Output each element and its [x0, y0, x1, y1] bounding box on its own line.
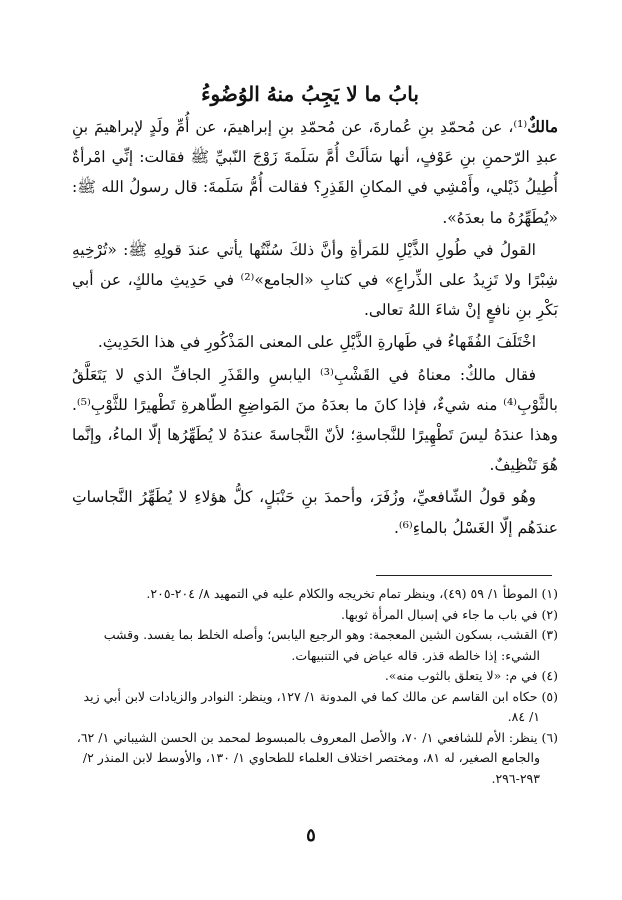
paragraph-text: وهُو قولُ الشّافعيِّ، وزُفَرَ، وأحمدَ بنِ حَنْبَلٍ، كلُّ هؤلاءِ لا يُطَهِّرُ النَّجاساتِ عندَهُم إلّا الغَسْلُ بالماءِ⁽⁶⁾.: [72, 488, 558, 537]
footnote: (٥) حكاه ابن القاسم عن مالك كما في المدونة ١/ ١٢٧، وينظر: النوادر والزيادات لابن أبي زيد ١/ ٨٤.: [83, 688, 558, 724]
paragraph-text: القولُ في طُولِ الذَّيْلِ للمَرأةِ وأنَّ ذلكَ سُنَّتُها يأتي عندَ قولِهِ ﷺ: «تُرْخِيهِ شِبْرًا ولا تَزِيدُ على الذِّراعِ» في كتابِ «الجامع»⁽²⁾ في حَدِيثِ مالكٍ، عن أبي بَكْرِ بنِ نافعٍ إنْ شاءَ اللهُ تعالى.: [72, 240, 558, 320]
paragraph: [72, 235, 558, 326]
paragraph: [72, 327, 558, 357]
paragraph: [72, 482, 558, 542]
footnote: (٣) القشب، بسكون الشين المعجمة: وهو الرجيع اليابس؛ وأصله الخلط بما يفسد. وقشب الشيء: إذا خالطه قذر. قاله عياض في التنبيهات.: [103, 627, 558, 663]
page-number: ٥: [306, 825, 316, 846]
footnotes: [72, 584, 558, 789]
main-text: [72, 112, 558, 545]
footnote: (٤) في م: «لا يتعلق بالثوب منه».: [384, 668, 558, 683]
footnote-separator: [376, 575, 552, 576]
chapter-title: بابُ ما لا يَجِبُ منهُ الوُضُوءُ: [201, 82, 419, 106]
paragraph: [72, 360, 558, 481]
footnote: (١) الموطأ ١/ ٥٩ (٤٩)، وينظر تمام تخريجه والكلام عليه في التمهيد ٨/ ٢٠٤-٢٠٥.: [146, 586, 558, 601]
footnote: (٦) ينظر: الأم للشافعي ١/ ٧٠، والأصل المعروف بالمبسوط لمحمد بن الحسن الشيباني ١/ ٦٢، والجامع الصغير، له ٨١، ومختصر اختلاف العلماء للطحاوي ١/ ١٣٠، والأوسط لابن المنذر ٢/ ٢٩٣-٢٩٦.: [76, 729, 558, 786]
paragraph-text: ⁽¹⁾، عن مُحمّدِ بنِ عُمارةَ، عن مُحمّدِ بنِ إبراهيمَ، عن أُمِّ ولَدٍ لإبراهيمَ بنِ عبدِ الرّحمنِ بنِ عَوْفٍ، أنها سَألَتْ أُمَّ سَلَمةَ زَوْجَ النّبيِّ ﷺ فقالت: إنِّي امْرأةٌ أُطِيلُ ذَيْلي، وأَمْشِي في المكانِ القَذِرِ؟ فقالت أُمُّ سَلَمةَ: قال رسولُ الله ﷺ: «يُطَهِّرُهُ ما بعدَهُ».: [72, 118, 558, 227]
footnote: (٢) في باب ما جاء في إسبال المرأة ثوبها.: [340, 606, 558, 622]
paragraph-text: فقال مالكٌ: معناهُ في القَشْبِ⁽³⁾ اليابسِ والقَذَرِ الجافِّ الذي لا يَتَعَلَّقُ بالثَّوْبِ⁽⁴⁾ منه شيءٌ، فإذا كانَ ما بعدَهُ منَ المَواضِعِ الطّاهرةِ تَطْهيرًا للثَّوْبِ⁽⁵⁾. وهذا عندَهُ ليسَ تَطْهِيرًا للنَّجاسةِ؛ لأنّ النَّجاسةَ عندَهُ لا يُطَهِّرُها إلّا الماءُ، وإنَّما هُوَ تَنْظِيفٌ.: [72, 365, 558, 475]
paragraph-text: اخْتَلَفَ الفُقَهاءُ في طَهارةِ الذَّيْلِ على المعنى المَذْكُورِ في هذا الحَدِيثِ.: [97, 333, 536, 352]
paragraph: [72, 112, 558, 233]
paragraph-lead: مالكٌ: [527, 117, 558, 136]
